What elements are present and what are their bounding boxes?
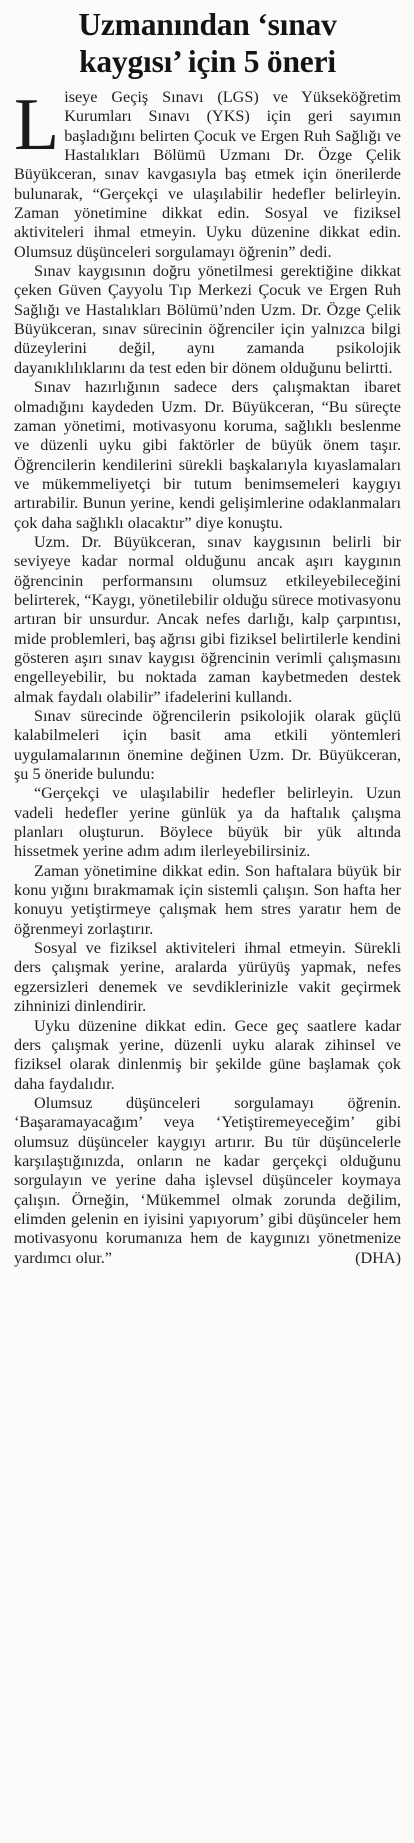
headline	[14, 6, 401, 80]
source-credit: (DHA)	[355, 1248, 401, 1267]
tip-3-paragraph: Sosyal ve fiziksel aktiviteleri ihmal etmeyin. Sürekli ders çalışmak yerine, aralarda yürüyüş yapmak, nefes egzersizleri denemek ve sevdiklerinizle vakit geçirmek zihninizi dinlendirir.	[14, 939, 401, 1016]
tip-5-text: Olumsuz düşünceleri sorgulamayı öğrenin. ‘Başaramayacağım’ veya ‘Yetiştiremeyeceğim’ gibi olumsuz düşünceler kaygıyı artırır. Bu tür düşüncelerle karşılaştığınızda, onların ne kadar gerçekçi olduğunu sorgulayın ve yerine daha işlevsel düşünceler koymaya çalışın. Örneğin, ‘Mükemmel olmak zorunda değilim, elimden gelenin en iyisini yapıyorum’ gibi düşünceler hem motivasyonu korumanıza hem de kaygınızı yönetmenize yardımcı olur.”	[14, 1093, 401, 1267]
tip-4-paragraph: Uyku düzenine dikkat edin. Gece geç saatlere kadar ders çalışmak yerine, düzenli uyku alarak zihinsel ve fiziksel olarak dinlenmiş bir şekilde güne başlamak çok daha faydalıdır.	[14, 1016, 401, 1093]
paragraph-3: Sınav hazırlığının sadece ders çalışmaktan ibaret olmadığını kaydeden Uzm. Dr. Büyükceran, “Bu süreçte zaman yönetimi, motivasyonu koruma, sağlıklı beslenme ve düzenli uyku gibi faktörler de büyük önem taşır. Öğrencilerin kendilerini sürekli başkalarıyla kıyaslamaları ve mükemmeliyetçi bir tutum benimsemeleri kaygıyı artırabilir. Bunun yerine, kendi gelişimlerine odaklanmaları çok daha sağlıklı olacaktır” diye konuştu.	[14, 378, 401, 532]
headline-line-1: Uzmanından ‘sınav	[78, 7, 337, 42]
paragraph-4: Uzm. Dr. Büyükceran, sınav kaygısının belirli bir seviyeye kadar normal olduğunu ancak aşırı kaygının öğrencinin performansını olumsuz etkileyebileceğini belirterek, “Kaygı, yönetilebilir olduğu sürece motivasyonu artıran bir unsurdur. Ancak nefes darlığı, kalp çarpıntısı, mide problemleri, baş ağrısı gibi fiziksel belirtilerle kendini gösteren aşırı sınav kaygısı öğrencinin verimli çalışmasını engelleyebilir, bu noktada zaman kaybetmeden destek almak faydalı olabilir” ifadelerini kullandı.	[14, 532, 401, 706]
drop-cap: L	[14, 84, 60, 166]
headline-line-2: kaygısı’ için 5 öneri	[79, 44, 336, 79]
tip-2-paragraph: Zaman yönetimine dikkat edin. Son haftalara büyük bir konu yığını bırakmamak için sistemli çalışın. Son hafta her konuyu yetiştirmeye çalışmak hem stres yaratır hem de öğrenmeyi zorlaştırır.	[14, 861, 401, 938]
paragraph-5: Sınav sürecinde öğrencilerin psikolojik olarak güçlü kalabilmeleri için basit ama etkili yöntemleri uygulamalarının önemine değinen Uzm. Dr. Büyükceran, şu 5 öneride bulundu:	[14, 707, 401, 784]
tip-5-paragraph	[14, 1094, 401, 1268]
article-body	[14, 84, 401, 1268]
paragraph-2: Sınav kaygısının doğru yönetilmesi gerektiğine dikkat çeken Güven Çayyolu Tıp Merkezi Çocuk ve Ergen Ruh Sağlığı ve Hastalıkları Bölümü’nden Uzm. Dr. Özge Çelik Büyükceran, sınav sürecinin öğrenciler için yalnızca bilgi düzeylerini değil, aynı zamanda psikolojik dayanıklılıklarını da test eden bir dönem olduğunu belirtti.	[14, 262, 401, 377]
tip-1-paragraph: “Gerçekçi ve ulaşılabilir hedefler belirleyin. Uzun vadeli hedefler yerine günlük ya da haftalık çalışma planları oluşturun. Böylece büyük bir yük altında hissetmek yerine adım adım ilerleyebilirsiniz.	[14, 784, 401, 861]
paragraph-1-text: iseye Geçiş Sınavı (LGS) ve Yükseköğretim Kurumları Sınavı (YKS) için geri sayımın başladığını belirten Çocuk ve Ergen Ruh Sağlığı ve Hastalıkları Bölümü Uzmanı Dr. Özge Çelik Büyükceran, sınav kavgasıyla baş etmek için önerilerde bulunarak, “Gerçekçi ve ulaşılabilir hedefler belirleyin. Zaman yönetimine dikkat edin. Sosyal ve fiziksel aktiviteleri ihmal etmeyin. Uyku düzenine dikkat edin. Olumsuz düşünceleri sorgulamayı öğrenin” dedi.	[14, 88, 401, 261]
paragraph-1	[14, 84, 401, 262]
